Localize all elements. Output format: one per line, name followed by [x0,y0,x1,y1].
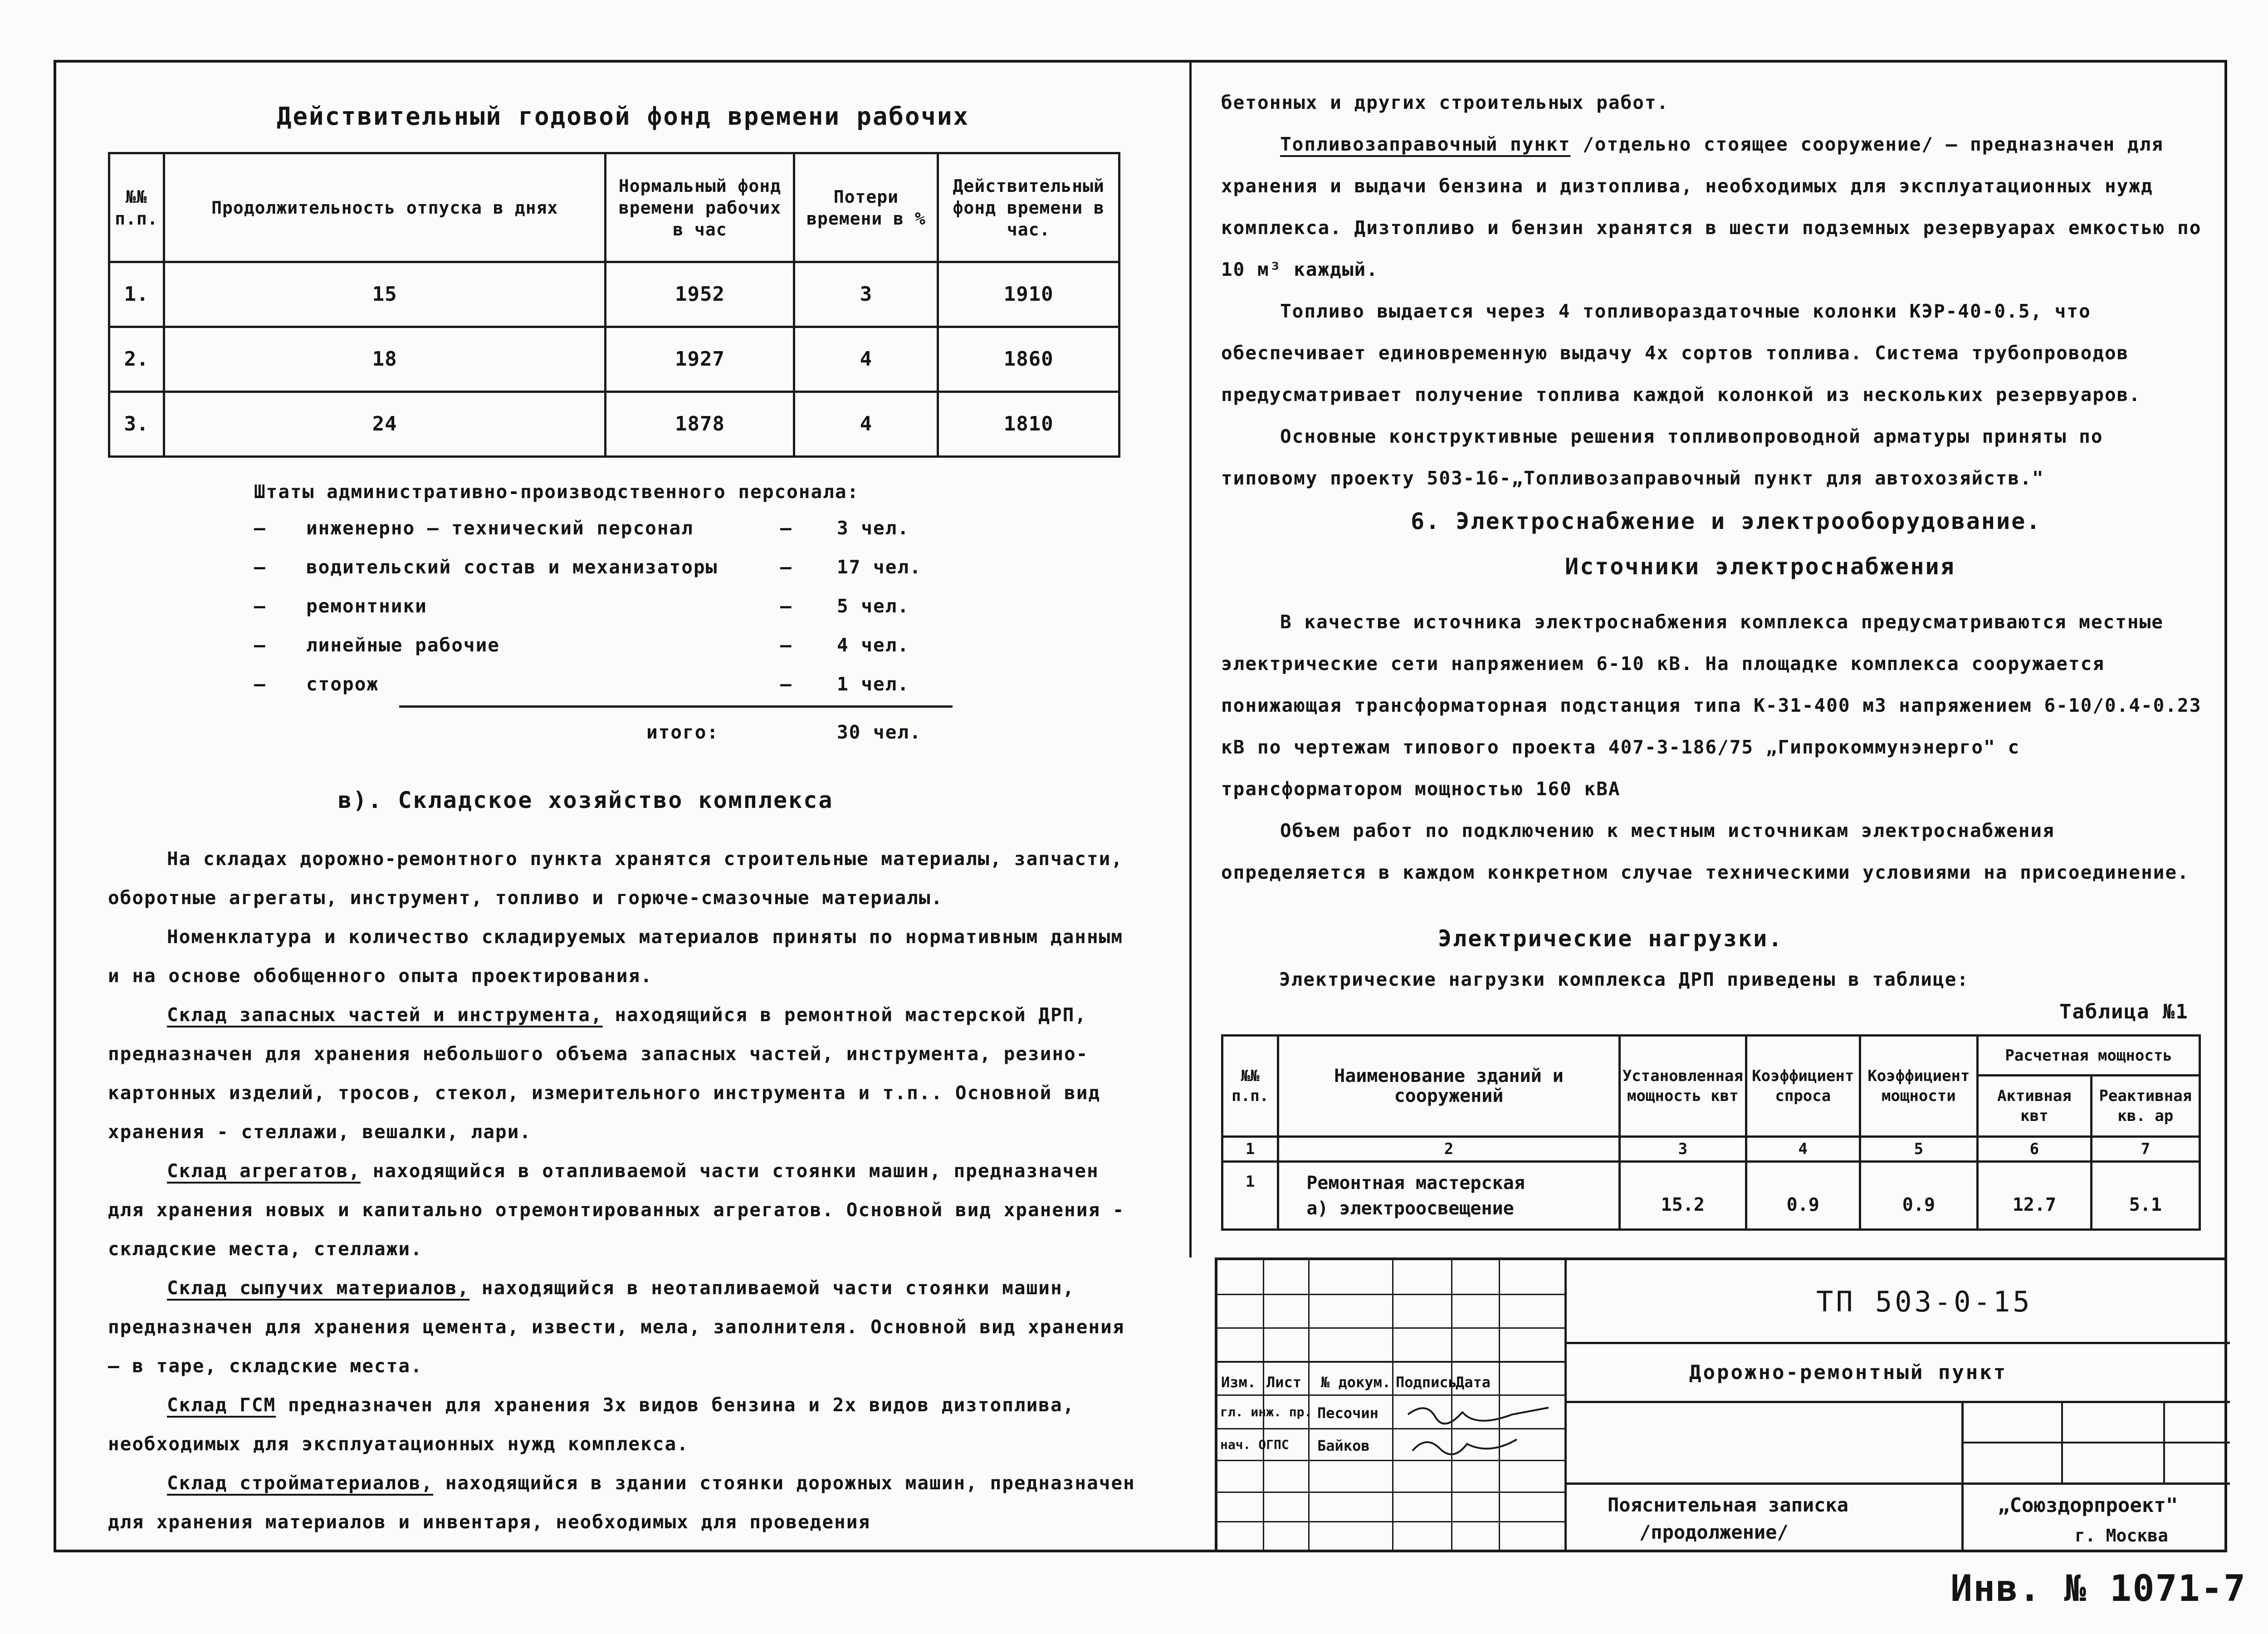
stamp-doc-subtitle: /продолжение/ [1639,1521,1789,1543]
cell: 0.9 [1746,1162,1860,1230]
cell: 15 [164,262,606,327]
paragraph-text: предназначен для хранения 3х видов бензина и 2х видов дизтоплива, необходимых для эксплуатационных нужд комплекса. [108,1394,1075,1455]
cell: 2. [109,327,164,392]
cell: 7 [2091,1137,2200,1162]
paragraph-text: Номенклатура и количество складируемых материалов приняты по нормативным данным и на основе обобщенного опыта проектирования. [108,926,1124,987]
cell: 1 [1222,1162,1278,1230]
paragraph-text: На складах дорожно-ремонтного пункта хранятся строительные материалы, запчасти, оборотные агрегаты, инструмент, топливо и горюче-смазочные материалы. [108,848,1124,909]
list-item: — линейные рабочие — 4 чел. [254,634,910,656]
col-vacation: Продолжительность отпуска в днях [164,153,606,262]
cell: 1878 [606,392,794,457]
cell: 5.1 [2091,1162,2200,1230]
col-actual-fund: Действительный фонд времени в час. [938,153,1119,262]
stamp-city: г. Москва [2075,1526,2168,1546]
cell: 24 [164,392,606,457]
col-power-factor: Коэффициент мощности [1860,1036,1977,1137]
col-name: Наименование зданий и сооружений [1278,1036,1620,1137]
staff-total-value: 30 чел. [837,721,922,743]
list-item: — инженерно – технический персонал — 3 чел. [254,517,910,539]
cell: 2 [1278,1137,1620,1162]
paragraph [108,995,1142,1151]
staff-value: 17 чел. [837,556,922,578]
staff-label: ремонтники [306,595,427,617]
column-divider [1189,60,1192,1257]
stamp-project-name: Дорожно-ремонтный пункт [1689,1361,2008,1384]
stamp-col-sheet: Лист [1266,1374,1302,1391]
paragraph-heading: Склад стройматериалов, [167,1472,434,1494]
table-row [109,392,1119,457]
loads-intro: Электрические нагрузки комплекса ДРП приведены в таблице: [1279,969,1969,990]
table-row [1222,1137,2200,1162]
col-num: №№ п.п. [1222,1036,1278,1137]
warehouse-text [108,839,1142,1541]
col-reactive: Реактивная кв. ар [2091,1076,2200,1137]
cell: 6 [1978,1137,2092,1162]
staff-label: линейные рабочие [306,634,500,656]
col-installed-power: Установленная мощность квт [1619,1036,1746,1137]
inventory-number: Инв. № 1071-7 [1950,1567,2247,1610]
cell: 1 [1222,1137,1278,1162]
paragraph [108,917,1142,995]
staff-label: инженерно – технический персонал [306,517,694,539]
col-demand-factor: Коэффициент спроса [1746,1036,1860,1137]
section-title-warehouse: в). Складское хозяйство комплекса [338,787,834,813]
table-header-row [109,153,1119,262]
cell: 3. [109,392,164,457]
table-row [109,262,1119,327]
paragraph-heading: Склад агрегатов, [167,1160,361,1182]
staff-list [254,517,957,712]
cell: 0.9 [1860,1162,1977,1230]
col-normal-fund: Нормальный фонд времени рабочих в час [606,153,794,262]
electric-loads-table [1221,1034,2201,1231]
paragraph-text: /отдельно стоящее сооружение/ – предназначен для хранения и выдачи бензина и дизтоплива, необходимых для эксплуатационных нужд комплекса. Дизтопливо и бензин хранятся в шести подземных резервуарах емкостью по 10 м³ каждый. [1221,133,2202,280]
cell: 12.7 [1978,1162,2092,1230]
table-label: Таблица №1 [2059,1000,2189,1023]
col-calc-power: Расчетная мощность [1978,1036,2200,1076]
paragraph [1221,416,2205,499]
cell: 4 [1746,1137,1860,1162]
cell: 1. [109,262,164,327]
paragraph: бетонных и других строительных работ. [1221,92,1669,113]
cell: 1810 [938,392,1119,457]
paragraph-text: Объем работ по подключению к местным источникам электроснабжения определяется в каждом конкретном случае техническими условиями на присоединение. [1221,820,2190,883]
building-name: Ремонтная мастерская [1306,1172,1525,1194]
stamp-col-doc: № докум. [1321,1374,1391,1391]
stamp-doc-title: Пояснительная записка [1608,1494,1849,1516]
cell: 18 [164,327,606,392]
cell: 5 [1860,1137,1977,1162]
cell: 4 [794,327,938,392]
cell: 1860 [938,327,1119,392]
staff-value: 3 чел. [837,517,910,539]
paragraph-text: Топливо выдается через 4 топливораздаточные колонки КЭР-40-0.5, что обеспечивает единовременную выдачу 4х сортов топлива. Система трубопроводов предусматривает получение топлива каждой колонкой из нескольких резервуаров. [1221,300,2141,406]
paragraph [1221,290,2205,416]
paragraph-text: В качестве источника электроснабжения комплекса предусматриваются местные электрические сети напряжением 6-10 кВ. На площадке комплекса сооружается понижающая трансформаторная подстанция типа К-31-400 м3 напряжением 6-10/0.4-0.23 кВ по чертежам типового проекта 407-3-186/75 „Гипрокоммунэнерго" с трансформатором мощностью 160 кВА [1221,611,2202,800]
cell: 1927 [606,327,794,392]
paragraph-text: находящийся в неотапливаемой части стоянки машин, предназначен для хранения цемента, извести, мела, заполнителя. Основной вид хранения — в таре, складские места. [108,1277,1125,1377]
stamp-col-sign: Подпись [1396,1374,1457,1391]
stamp-person: Байков [1317,1437,1370,1454]
paragraph-heading: Топливозаправочный пункт [1280,133,1571,155]
list-item: — водительский состав и механизаторы — 17 чел. [254,556,922,578]
staff-total-label: итого: [646,721,719,743]
paragraph-heading: Склад сыпучих материалов, [167,1277,470,1299]
paragraph-text: находящийся в здании стоянки дорожных машин, предназначен для хранения материалов и инвентаря, необходимых для проведения [108,1472,1135,1533]
staff-label: водительский состав и механизаторы [306,556,718,578]
title-block [1215,1257,2227,1552]
stamp-project-code: ТП 503-0-15 [1816,1285,2033,1318]
paragraph [108,1385,1142,1463]
section-title-power: 6. Электроснабжение и электрооборудование. [1411,508,2042,534]
paragraph-text: Основные конструктивные решения топливопроводной арматуры приняты по типовому проекту 503-16-„Топливозаправочный пункт для автохозяйств." [1221,426,2103,489]
col-losses: Потери времени в % [794,153,938,262]
col-active: Активная квт [1978,1076,2092,1137]
paragraph [108,1463,1142,1541]
stamp-role: гл. инж. пр. [1220,1404,1312,1419]
section-subtitle-sources: Источники электроснабжения [1565,553,1955,580]
list-item: — ремонтники — 5 чел. [254,595,910,617]
cell: 3 [1619,1137,1746,1162]
paragraph [108,1151,1142,1268]
paragraph-text: находящийся в ремонтной мастерской ДРП, предназначен для хранения небольшого объема запасных частей, инструмента, резино-картонных изделий, тросов, стекол, измерительного инструмента и т.п.. Основной вид хранения - стеллажи, вешалки, лари. [108,1004,1101,1143]
left-title: Действительный годовой фонд времени рабочих [277,102,969,131]
cell: 1952 [606,262,794,327]
underline-rule [399,705,953,708]
staff-title: Штаты административно-производственного персонала: [254,481,860,503]
staff-value: 5 чел. [837,595,910,617]
table-row [1222,1162,2200,1230]
cell [1278,1162,1620,1230]
stamp-col-change: Изм. [1221,1374,1256,1391]
stamp-col-date: Дата [1456,1374,1491,1391]
paragraph [1221,601,2205,810]
table-header-row [1222,1036,2200,1076]
cell: 1910 [938,262,1119,327]
cell: 4 [794,392,938,457]
stamp-role: нач. ОГПС [1220,1437,1289,1452]
paragraph-heading: Склад ГСМ [167,1394,276,1416]
power-text [1221,601,2205,893]
right-text [1221,82,2205,499]
signature-icon [1399,1396,1571,1464]
work-time-table [108,152,1120,458]
cell: 3 [794,262,938,327]
paragraph-text: находящийся в отапливаемой части стоянки машин, предназначен для хранения новых и капитально отремонтированных агрегатов. Основной вид хранения - складские места, стеллажи. [108,1160,1125,1260]
paragraph [1221,810,2205,893]
staff-label: сторож [306,673,379,695]
paragraph [108,1268,1142,1385]
stamp-organization: „Союздорпроект" [1998,1494,2178,1517]
cell: 15.2 [1619,1162,1746,1230]
paragraph [108,839,1142,917]
list-item: — сторож — 1 чел. [254,673,910,695]
building-subitem: а) электроосвещение [1306,1198,1514,1219]
table-row [109,327,1119,392]
paragraph-heading: Склад запасных частей и инструмента, [167,1004,603,1026]
col-num: №№ п.п. [109,153,164,262]
section-title-loads: Электрические нагрузки. [1438,925,1784,952]
stamp-person: Песочин [1317,1404,1378,1422]
staff-value: 4 чел. [837,634,910,656]
paragraph [1221,123,2205,290]
staff-value: 1 чел. [837,673,910,695]
